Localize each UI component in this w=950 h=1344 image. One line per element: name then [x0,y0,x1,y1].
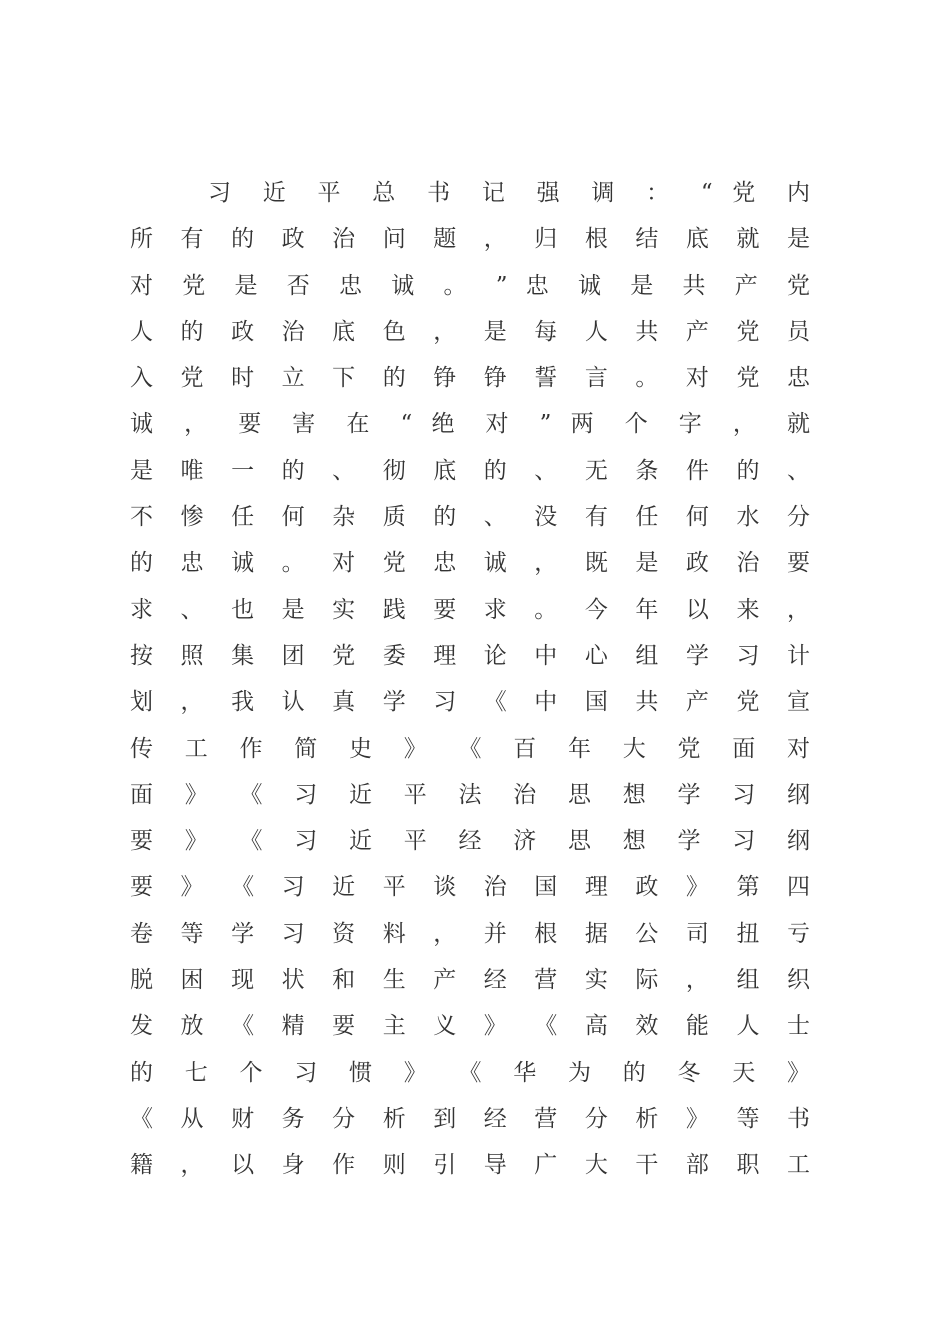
text-line: 卷 等 学 习 资 料 ， 并 根 据 公 司 扭 亏 [130,920,810,947]
body-paragraph [130,170,810,1189]
text-line: 籍 ， 以 身 作 则 引 导 广 大 干 部 职 工 [130,1152,810,1179]
text-line: 人 的 政 治 底 色 ， 是 每 人 共 产 党 员 [130,318,810,345]
text-line: 诚 ， 要 害 在 “ 绝 对 ” 两 个 字 ， 就 [130,411,810,438]
text-line: 所 有 的 政 治 问 题 ， 归 根 结 底 就 是 [130,226,810,253]
text-line: 脱 困 现 状 和 生 产 经 营 实 际 ， 组 织 [130,967,810,994]
text-line: 按 照 集 团 党 委 理 论 中 心 组 学 习 计 [130,642,810,669]
text-line: 《 从 财 务 分 析 到 经 营 分 析 》 等 书 [130,1105,810,1132]
text-line: 划 ， 我 认 真 学 习 《 中 国 共 产 党 宣 [130,689,810,716]
text-line: 面 》 《 习 近 平 法 治 思 想 学 习 纲 [130,781,810,808]
text-line: 入 党 时 立 下 的 铮 铮 誓 言 。 对 党 忠 [130,365,810,392]
text-line: 的 忠 诚 。 对 党 忠 诚 ， 既 是 政 治 要 [130,550,810,577]
text-line: 求 、 也 是 实 践 要 求 。 今 年 以 来 ， [130,596,810,623]
text-line: 要 》 《 习 近 平 经 济 思 想 学 习 纲 [130,828,810,855]
text-line: 是 唯 一 的 、 彻 底 的 、 无 条 件 的 、 [130,457,810,484]
text-line: 的 七 个 习 惯 》 《 华 为 的 冬 天 》 [130,1059,810,1086]
text-line: 不 惨 任 何 杂 质 的 、 没 有 任 何 水 分 [130,504,810,531]
text-line: 习 近 平 总 书 记 强 调 ： “ 党 内 [208,180,810,206]
text-line: 对 党 是 否 忠 诚 。 ” 忠 诚 是 共 产 党 [130,272,810,299]
text-line: 发 放 《 精 要 主 义 》 《 高 效 能 人 士 [130,1013,810,1040]
text-line: 传 工 作 简 史 》 《 百 年 大 党 面 对 [130,735,810,762]
text-line: 要 》 《 习 近 平 谈 治 国 理 政 》 第 四 [130,874,810,901]
